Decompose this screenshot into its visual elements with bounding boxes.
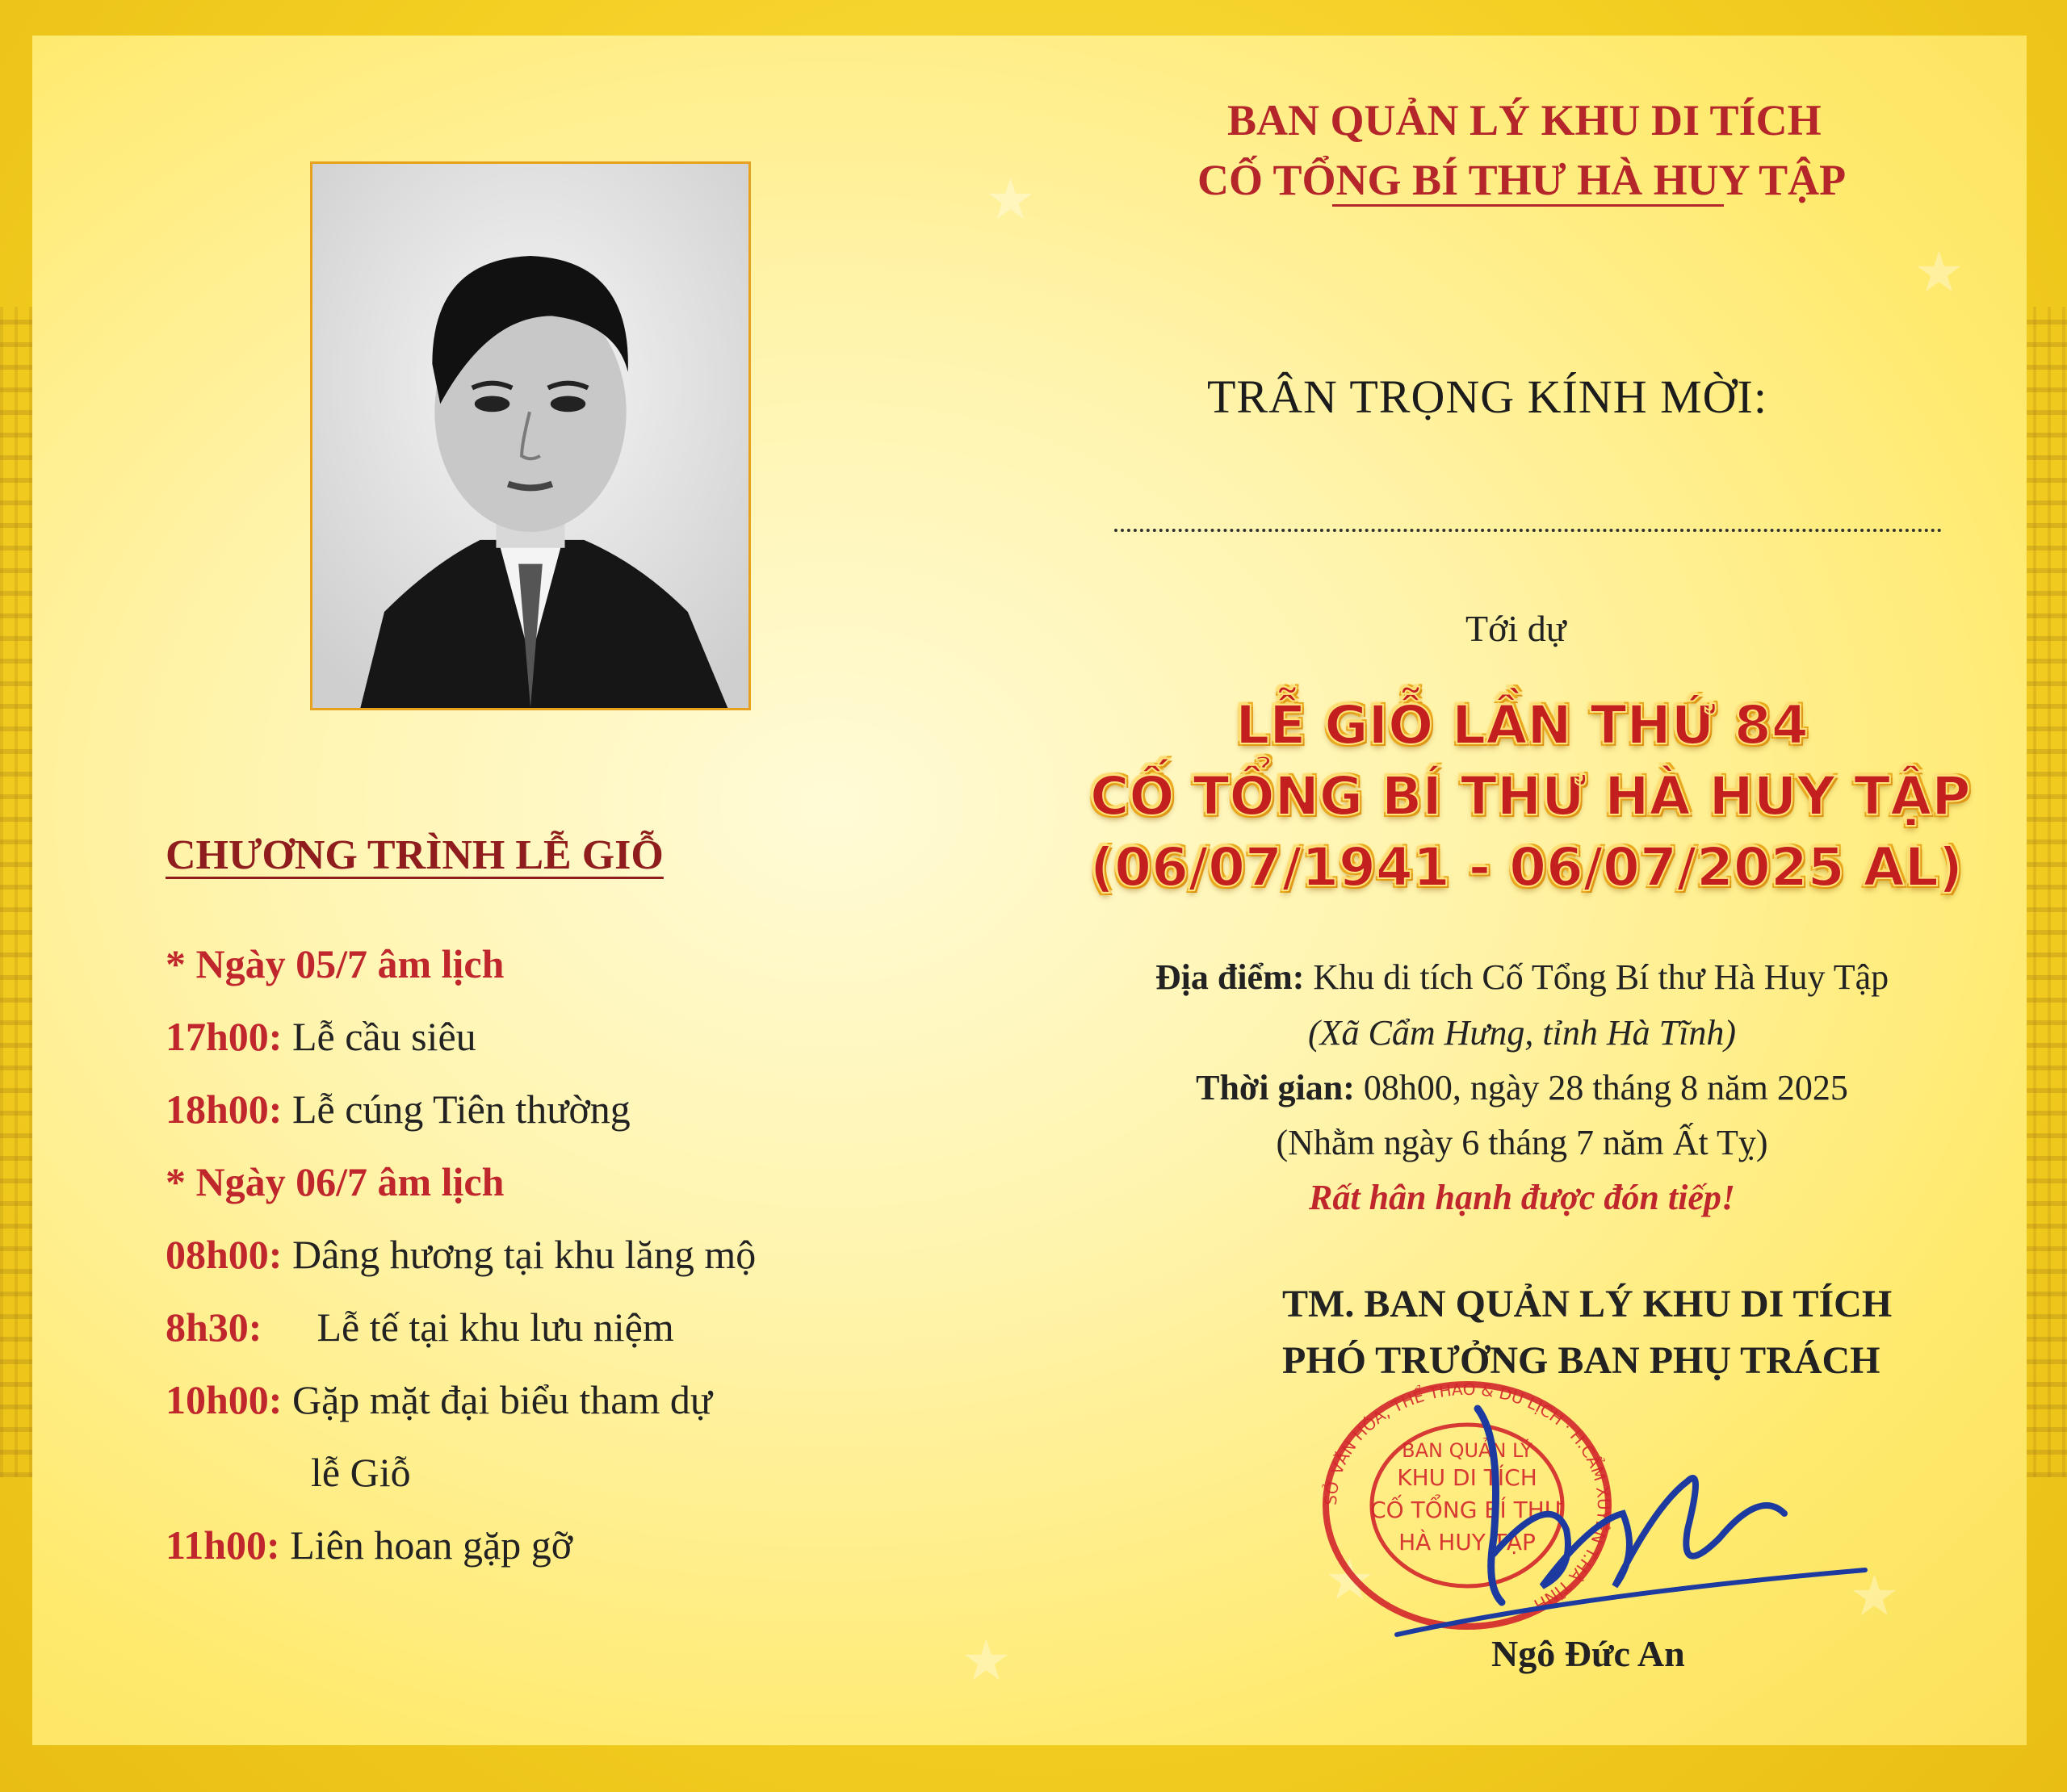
svg-text:SỞ VĂN HÓA, THỂ THAO & DU LỊCH: SỞ VĂN HÓA, THỂ THAO & DU LỊCH · H.CẨM XUYÊN T.HÀ TĨNH — [1320, 1379, 1614, 1615]
organizer-line-1: BAN QUẢN LÝ KHU DI TÍCH — [1227, 96, 1822, 144]
invitation-greeting: TRÂN TRỌNG KÍNH MỜI: — [1207, 371, 1767, 423]
star-icon: ★ — [961, 1631, 1012, 1693]
program-time: 08h00: — [166, 1232, 283, 1277]
time-value: 08h00, ngày 28 tháng 8 năm 2025 — [1363, 1068, 1848, 1107]
attend-label: Tới dự — [1465, 608, 1566, 649]
program-item — [166, 1231, 756, 1278]
guest-name-blank — [1114, 529, 1942, 532]
organizer-line-2: CỐ TỔNG BÍ THƯ HÀ HUY TẬP — [1197, 156, 1847, 204]
time-label: Thời gian: — [1196, 1068, 1355, 1107]
place-value: Khu di tích Cố Tổng Bí thư Hà Huy Tập — [1313, 957, 1889, 997]
program-title: CHƯƠNG TRÌNH LỄ GIỖ — [166, 832, 664, 878]
signature-title-1: TM. BAN QUẢN LÝ KHU DI TÍCH — [1282, 1283, 1893, 1325]
program-time: 10h00: — [166, 1377, 283, 1422]
lunar-date: (Nhằm ngày 6 tháng 7 năm Ất Tỵ) — [1276, 1123, 1768, 1162]
signature-title-2: PHÓ TRƯỞNG BAN PHỤ TRÁCH — [1282, 1339, 1880, 1382]
time-info — [1050, 1067, 1994, 1108]
svg-text:CỐ TỔNG BÍ THƯ: CỐ TỔNG BÍ THƯ — [1370, 1497, 1564, 1523]
welcome-text: Rất hân hạnh được đón tiếp! — [1309, 1178, 1735, 1217]
signer-name: Ngô Đức An — [1491, 1633, 1685, 1674]
program-item — [166, 1304, 674, 1350]
place-label: Địa điểm: — [1155, 957, 1305, 997]
program-time: 11h00: — [166, 1522, 280, 1568]
organizer-underline — [1332, 204, 1724, 207]
star-icon: ★ — [985, 170, 1036, 232]
event-title-line-3: (06/07/1941 - 06/07/2025 AL) — [1090, 836, 1963, 898]
program-item — [166, 1376, 712, 1423]
program-time: 8h30: — [166, 1304, 262, 1350]
program-text: lễ Giỗ — [311, 1450, 411, 1495]
portrait-photo — [310, 161, 751, 710]
program-item-continued — [311, 1449, 411, 1496]
event-title-line-1: LỄ GIỖ LẦN THỨ 84 — [1235, 694, 1809, 756]
star-icon: ★ — [1849, 1566, 1900, 1628]
program-time: 18h00: — [166, 1087, 283, 1132]
program-text: Gặp mặt đại biểu tham dự — [291, 1377, 712, 1422]
program-text: Lễ cầu siêu — [291, 1014, 476, 1059]
svg-text:HÀ HUY TẬP: HÀ HUY TẬP — [1398, 1529, 1536, 1555]
star-icon: ★ — [1914, 242, 1964, 304]
place-info — [1050, 957, 1994, 998]
svg-text:BAN QUẢN LÝ: BAN QUẢN LÝ — [1402, 1439, 1532, 1462]
program-day-2: * Ngày 06/7 âm lịch — [166, 1159, 505, 1204]
program-text: Lễ cúng Tiên thường — [291, 1087, 631, 1132]
program-text: Lễ tế tại khu lưu niệm — [317, 1304, 674, 1350]
program-time: 17h00: — [166, 1014, 283, 1059]
program-day-1: * Ngày 05/7 âm lịch — [166, 941, 505, 986]
program-item — [166, 1086, 631, 1133]
program-text: Liên hoan gặp gỡ — [290, 1522, 573, 1568]
program-item — [166, 1522, 572, 1568]
event-title-line-2: CỐ TỔNG BÍ THƯ HÀ HUY TẬP — [1090, 765, 1971, 827]
star-icon: ★ — [1324, 1550, 1375, 1612]
program-item — [166, 1013, 476, 1060]
svg-text:KHU DI TÍCH: KHU DI TÍCH — [1397, 1464, 1537, 1491]
place-sub: (Xã Cẩm Hưng, tỉnh Hà Tĩnh) — [1308, 1013, 1736, 1053]
program-text: Dâng hương tại khu lăng mộ — [291, 1232, 757, 1277]
handwritten-signature — [1381, 1392, 1881, 1651]
